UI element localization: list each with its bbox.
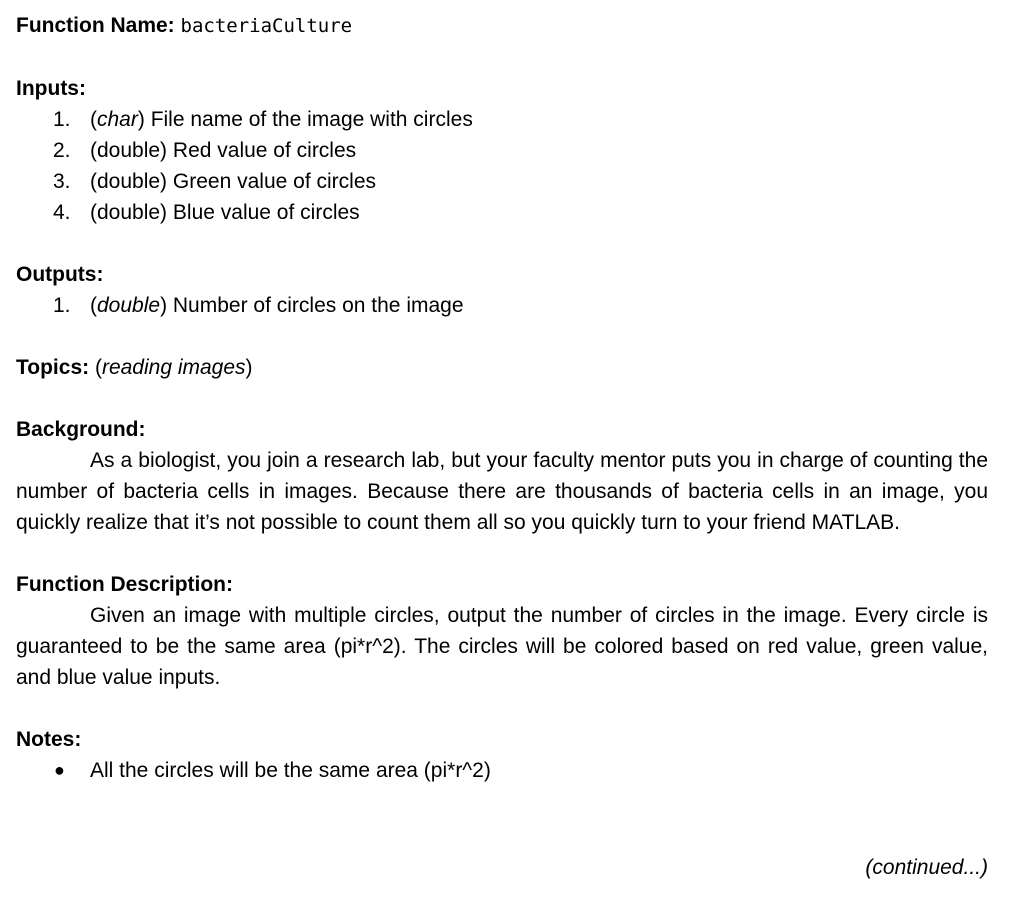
list-item: 1. (double) Number of circles on the image — [16, 290, 988, 321]
list-item — [16, 197, 988, 228]
outputs-heading: Outputs: — [16, 263, 104, 286]
background-heading: Background: — [16, 418, 146, 441]
topics-value: reading images — [101, 356, 246, 379]
list-item-text: File name of the image with circles — [150, 108, 473, 131]
function-name-line — [16, 10, 988, 42]
function-name-value: bacteriaCulture — [180, 15, 353, 37]
list-item-text: Number of circles on the image — [172, 294, 464, 317]
list-item-number: 1. — [53, 108, 71, 131]
notes-list — [16, 755, 988, 786]
list-item-number: 4. — [53, 201, 71, 224]
topics-line: Topics: (reading images) — [16, 356, 253, 379]
list-item-number: 3. — [53, 170, 71, 193]
list-item-number: 1. — [53, 294, 71, 317]
list-item-type: double — [97, 294, 161, 317]
background-text: As a biologist, you join a research lab, but your faculty mentor puts you in charge of counting the number of bacteria cells in images. Because there are thousands of bacteria cells in an image, you quickly realize that it’s not possible to count them all so you quickly turn to your friend MATLAB. — [16, 449, 988, 534]
outputs-list — [16, 290, 988, 321]
list-item-text: Blue value of circles — [172, 201, 360, 224]
list-item-type: (double) — [90, 170, 168, 193]
list-item-type: (double) — [90, 201, 168, 224]
list-item — [16, 135, 988, 166]
notes-heading: Notes: — [16, 728, 82, 751]
bullet-icon: ● — [54, 760, 65, 780]
list-item — [16, 166, 988, 197]
list-item-text: Red value of circles — [172, 139, 357, 162]
function-description-heading: Function Description: — [16, 573, 233, 596]
list-item-text: All the circles will be the same area (pi*r^2) — [90, 759, 491, 782]
function-description-text: Given an image with multiple circles, output the number of circles in the image. Every circle is guaranteed to be the same area (pi*r^2). The circles will be colored based on red value, green value, and blue value inputs. — [16, 604, 988, 689]
list-item: 1. (char) File name of the image with circles — [16, 104, 988, 135]
list-item-text: Green value of circles — [172, 170, 376, 193]
list-item-type: (double) — [90, 139, 168, 162]
function-name-label: Function Name: — [16, 14, 175, 37]
continued-note: (continued...) — [865, 856, 988, 879]
list-item-type: char — [97, 108, 138, 131]
function-description-paragraph — [16, 600, 988, 693]
inputs-list — [16, 104, 988, 228]
topics-label: Topics: — [16, 356, 90, 379]
list-item-number: 2. — [53, 139, 71, 162]
list-item — [16, 755, 988, 786]
background-paragraph — [16, 445, 988, 538]
inputs-heading: Inputs: — [16, 77, 86, 100]
